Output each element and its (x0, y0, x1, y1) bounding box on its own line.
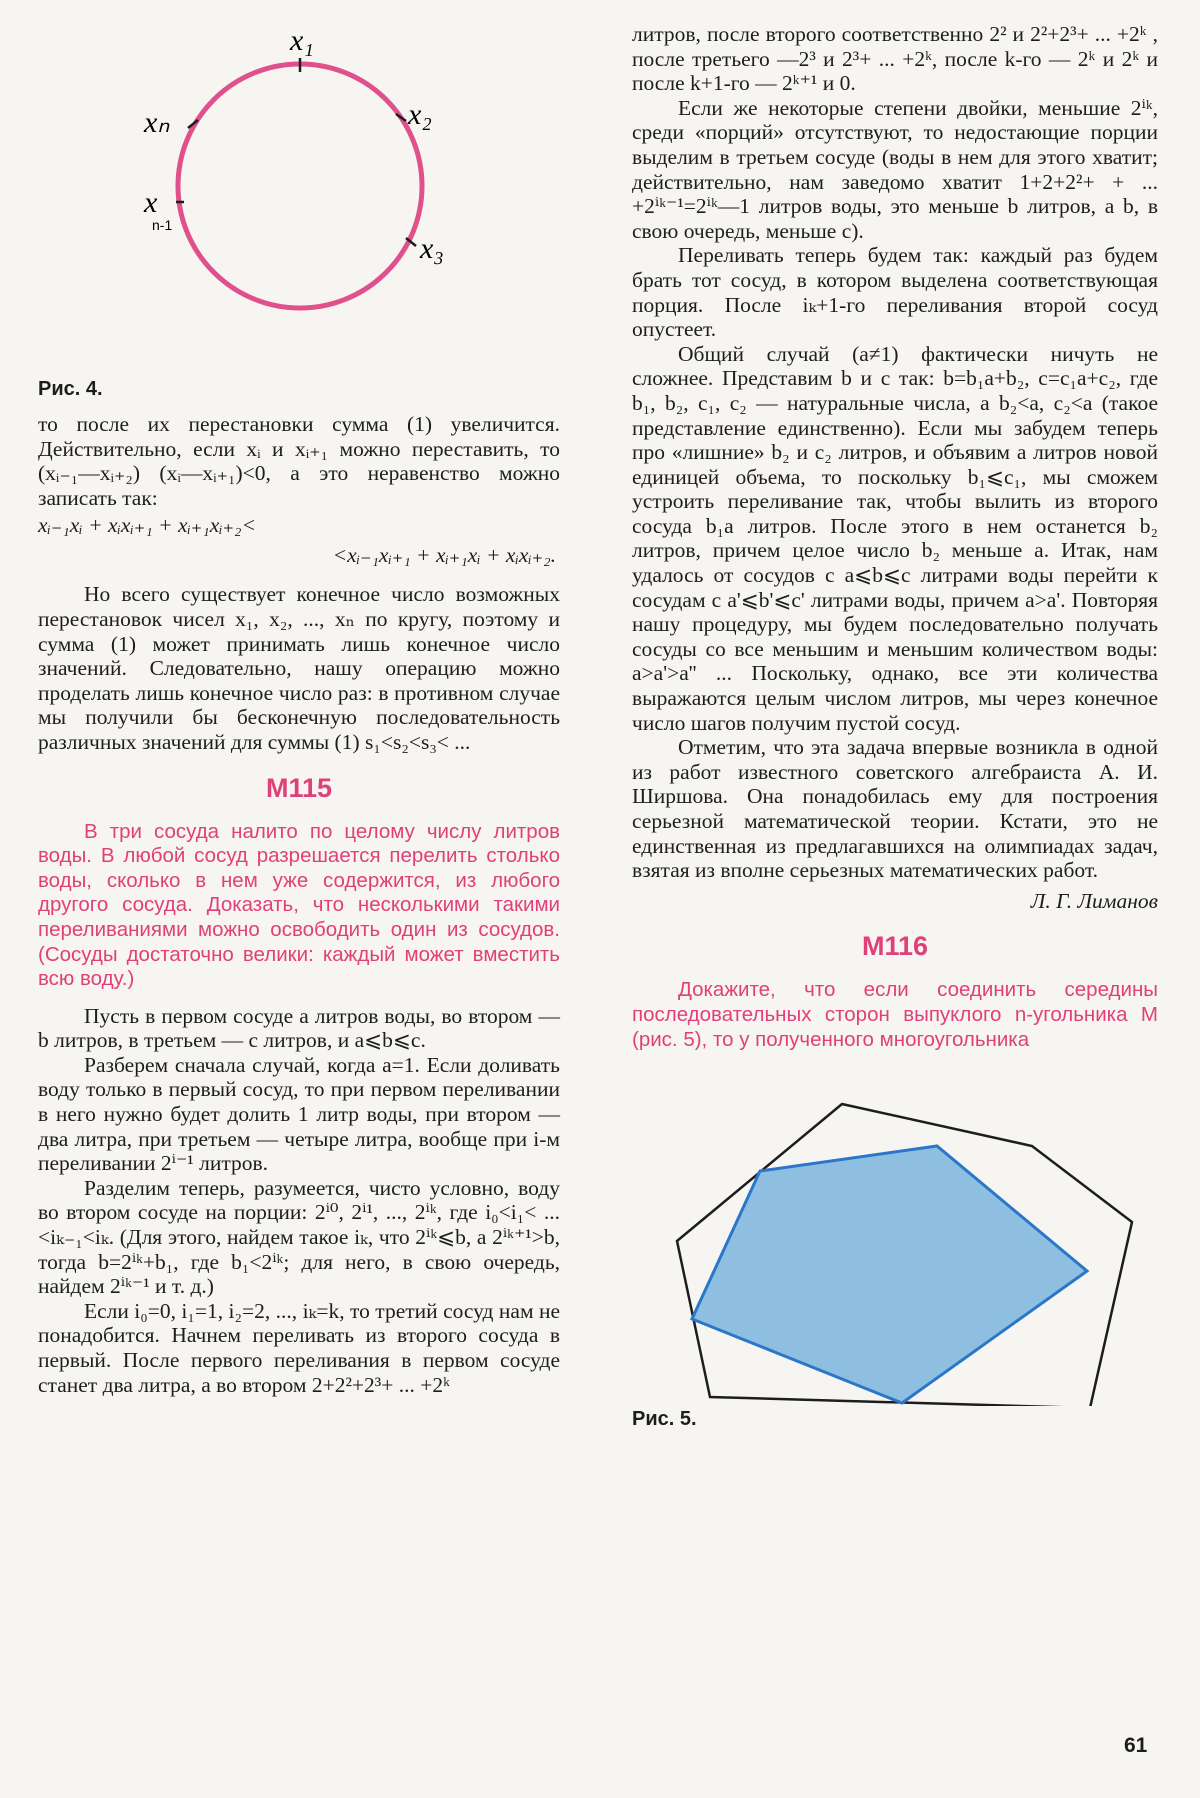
right-paragraph-5: Отметим, что эта задача впервые возникла в одной из работ известного советского алгебраиста А. И. Ширшова. Она понадобилась ему для построения серьезной математической теории. Кстати, это не единственная из предлагавшихся на олимпиадах задач, взятая из вполне серьезных математических работ. (632, 735, 1158, 883)
formula-line-1: xᵢ₋₁xᵢ + xᵢxᵢ₊₁ + xᵢ₊₁xᵢ₊₂< (38, 513, 256, 538)
label-xn-1: x (144, 186, 158, 219)
left-paragraph-4: Разберем сначала случай, когда a=1. Если доливать воду только в первый сосуд, то при первом переливании в него нужно будет долить 1 литр воды, при втором — два литра, при третьем — четыре литра, вообще при i-м переливании 2ⁱ⁻¹ литров. (38, 1052, 560, 1176)
label-xn: xₙ (144, 106, 170, 139)
left-paragraph-6: Если i₀=0, i₁=1, i₂=2, ..., iₖ=k, то третий сосуд нам не понадобится. Начнем переливать из второго сосуда в первый. После первого переливания в первом сосуде станет два литра, а во втором 2+2²+2³+ ... +2ᵏ (38, 1298, 560, 1397)
formula-line-2: <xᵢ₋₁xᵢ₊₁ + xᵢ₊₁xᵢ + xᵢxᵢ₊₂. (332, 543, 556, 568)
problem-m116-text: Докажите, что если соединить середины последовательных сторон выпуклого n-угольника M (рис. 5), то у полученного многоугольника (632, 978, 1158, 1051)
figure-4-circle (38, 0, 560, 370)
figure-4-caption: Рис. 4. (38, 378, 103, 400)
label-x3: x₃ (420, 232, 444, 265)
label-xn-1-subscript: n-1 (152, 217, 173, 233)
left-paragraph-1: то после их перестановки сумма (1) увеличится. Действительно, если xᵢ и xᵢ₊₁ можно переставить, то (xᵢ₋₁—xᵢ₊₂) (xᵢ—xᵢ₊₁)<0, а это неравенство можно записать так: (38, 412, 560, 510)
problem-m116-title: M116 (861, 931, 929, 962)
label-x2: x₂ (408, 98, 432, 131)
figure-5-caption: Рис. 5. (632, 1408, 697, 1431)
author-signature: Л. Г. Лиманов (1030, 888, 1158, 913)
right-paragraph-4: Общий случай (a≠1) фактически ничуть не сложнее. Представим b и c так: b=b₁a+b₂, c=c₁a+c₂, где b₁, b₂, c₁, c₂ — натуральные числа, а b₂<a, c₂<a (такое представление единственно). Если мы забудем теперь про «лишние» b₂ и c₂ литров, и объявим a литров новой единицей объема, то поскольку b₁⩽c₁, мы сможем устроить переливание так, чтобы вылить из второго сосуда b₁a литров. После этого в нем останется b₂ литров, причем целое число b₂ меньше a. Итак, нам удалось от сосудов с a⩽b⩽c литрами воды перейти к сосудам с a'⩽b'⩽c' литрами воды, причем a>a'. Повторяя нашу процедуру, мы будем последовательно получать сосуды со все меньшим и меньшим количеством воды: a>a'>a'' ... Поскольку, однако, все эти количества выражаются целым числом литров, мы через конечное число шагов получим пустой сосуд. (632, 341, 1158, 735)
page-number: 61 (1124, 1734, 1148, 1757)
right-column (632, 22, 1158, 1431)
circle (178, 64, 422, 308)
left-paragraph-5: Разделим теперь, разумеется, чисто условно, воду во втором сосуде на порции: 2ⁱ⁰, 2ⁱ¹, ..., 2ⁱᵏ, где i₀<i₁< ... <iₖ₋₁<iₖ. (Для этого, найдем такое iₖ, что 2ⁱᵏ⩽b, а 2ⁱᵏ⁺¹>b, тогда b=2ⁱᵏ+b₁, где b₁<2ⁱᵏ; для него, в свою очередь, найдем 2ⁱᵏ⁻¹ и т. д.) (38, 1175, 560, 1299)
right-paragraph-2: Если же некоторые степени двойки, меньшие 2ⁱᵏ, среди «порций» отсутствуют, то недостающие порции выделим в третьем сосуде (воды в нем для этого хватит; действительно, нам заведомо хватит 1+2+2²+ + ... +2ⁱᵏ⁻¹=2ⁱᵏ—1 литров воды, это меньше b литров, а b, в свою очередь, меньше c). (632, 95, 1158, 243)
label-x1: x₁ (290, 24, 314, 57)
figure-5-polygons (632, 1086, 1158, 1406)
inner-polygon (692, 1146, 1087, 1403)
left-column (38, 0, 560, 1397)
left-paragraph-3: Пусть в первом сосуде a литров воды, во втором — b литров, в третьем — c литров, и a⩽b⩽c. (38, 1003, 560, 1053)
problem-m115-title: M115 (265, 772, 333, 803)
right-paragraph-1: литров, после второго соответственно 2² и 2²+2³+ ... +2ᵏ , после третьего —2³ и 2³+ ... +2ᵏ, после k-го — 2ᵏ и 2ᵏ и после k+1-го — 2ᵏ⁺¹ и 0. (632, 22, 1158, 96)
problem-m115-text: В три сосуда налито по целому числу литров воды. В любой сосуд разрешается перелить столько воды, сколько в нем уже содержится, из любого другого сосуда. Доказать, что несколькими такими переливаниями можно освободить один из сосудов. (Сосуды достаточно велики: каждый может вместить всю воду.) (38, 819, 560, 991)
left-paragraph-2: Но всего существует конечное число возможных перестановок чисел x₁, x₂, ..., xₙ по кругу, поэтому и сумма (1) может принимать лишь конечное число значений. Следовательно, нашу операцию можно проделать лишь конечное число раз: в противном случае мы получили бы бесконечную последовательность различных значений для суммы (1) s₁<s₂<s₃< ... (38, 582, 560, 754)
right-paragraph-3: Переливать теперь будем так: каждый раз будем брать тот сосуд, в котором выделена соответствующая порция. После iₖ+1-го переливания второй сосуд опустеет. (632, 243, 1158, 342)
